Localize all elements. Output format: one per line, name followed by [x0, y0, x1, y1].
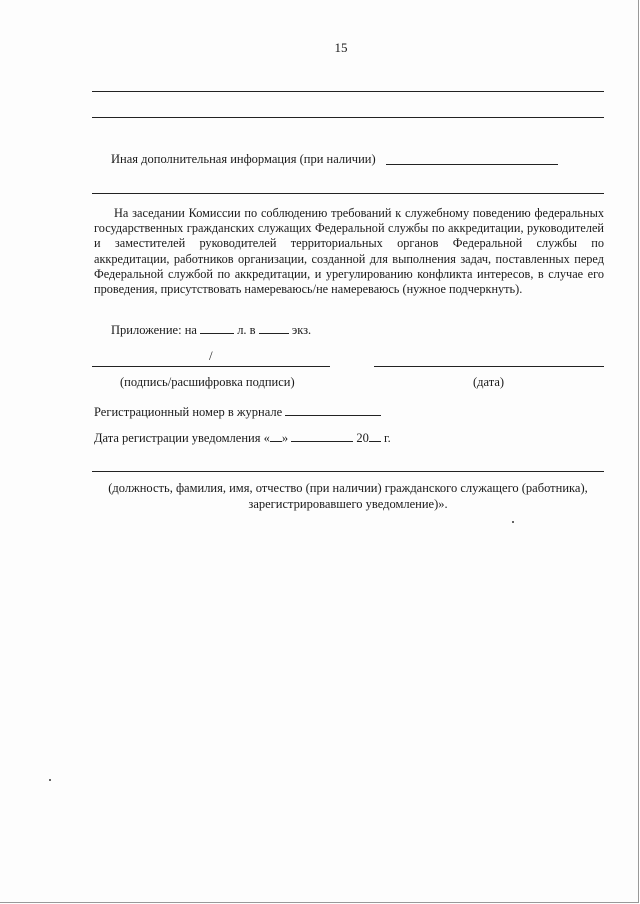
registration-number-field[interactable]	[285, 404, 381, 416]
attachment-pages-field[interactable]	[200, 322, 234, 334]
registration-month-field[interactable]	[291, 430, 353, 442]
registration-year-field[interactable]	[369, 430, 381, 442]
attachment-prefix: Приложение: на	[111, 323, 197, 337]
scan-speck	[512, 521, 514, 523]
registration-year-suffix: г.	[383, 431, 391, 445]
date-caption: (дата)	[473, 375, 505, 389]
date-field[interactable]	[374, 366, 604, 367]
attachment-suffix: экз.	[291, 323, 312, 337]
registration-date-prefix: Дата регистрации уведомления «	[94, 431, 270, 445]
blank-line-3	[92, 193, 604, 194]
official-caption-line1: (должность, фамилия, имя, отчество (при наличии) гражданского служащего (работника),	[108, 481, 588, 495]
registration-date-middle: »	[281, 431, 289, 445]
official-caption-line2: зарегистрировавшего уведомление)».	[248, 497, 448, 511]
page-number: 15	[334, 40, 348, 55]
registration-day-field[interactable]	[270, 430, 282, 442]
registration-number-label: Регистрационный номер в журнале	[94, 405, 283, 419]
registration-number-line	[94, 404, 381, 419]
attachment-copies-field[interactable]	[259, 322, 289, 334]
registration-date-line	[94, 430, 391, 445]
other-info-field[interactable]	[386, 164, 558, 165]
signature-field[interactable]	[92, 366, 330, 367]
attachment-line	[111, 322, 311, 337]
registration-year-prefix: 20	[356, 431, 369, 445]
signature-slash: /	[209, 348, 213, 363]
blank-line-2	[92, 117, 604, 118]
blank-line-1	[92, 91, 604, 92]
scan-speck	[49, 779, 51, 781]
attachment-middle: л. в	[237, 323, 256, 337]
signature-caption: (подпись/расшифровка подписи)	[120, 375, 295, 389]
other-info-label: Иная дополнительная информация (при наличии)	[111, 152, 376, 166]
official-field[interactable]	[92, 471, 604, 472]
commission-paragraph: На заседании Комиссии по соблюдению требований к служебному поведению федеральных государственных гражданских служащих Федеральной службы по аккредитации, руководителей и заместителей руководителей территориальных органов Федеральной службы по аккредитации, работников организации, созданной для выполнения задач, поставленных перед Федеральной службой по аккредитации, и урегулированию конфликта интересов, в случае его проведения, присутствовать намереваюсь/не намереваюсь (нужное подчеркнуть).	[94, 206, 604, 297]
